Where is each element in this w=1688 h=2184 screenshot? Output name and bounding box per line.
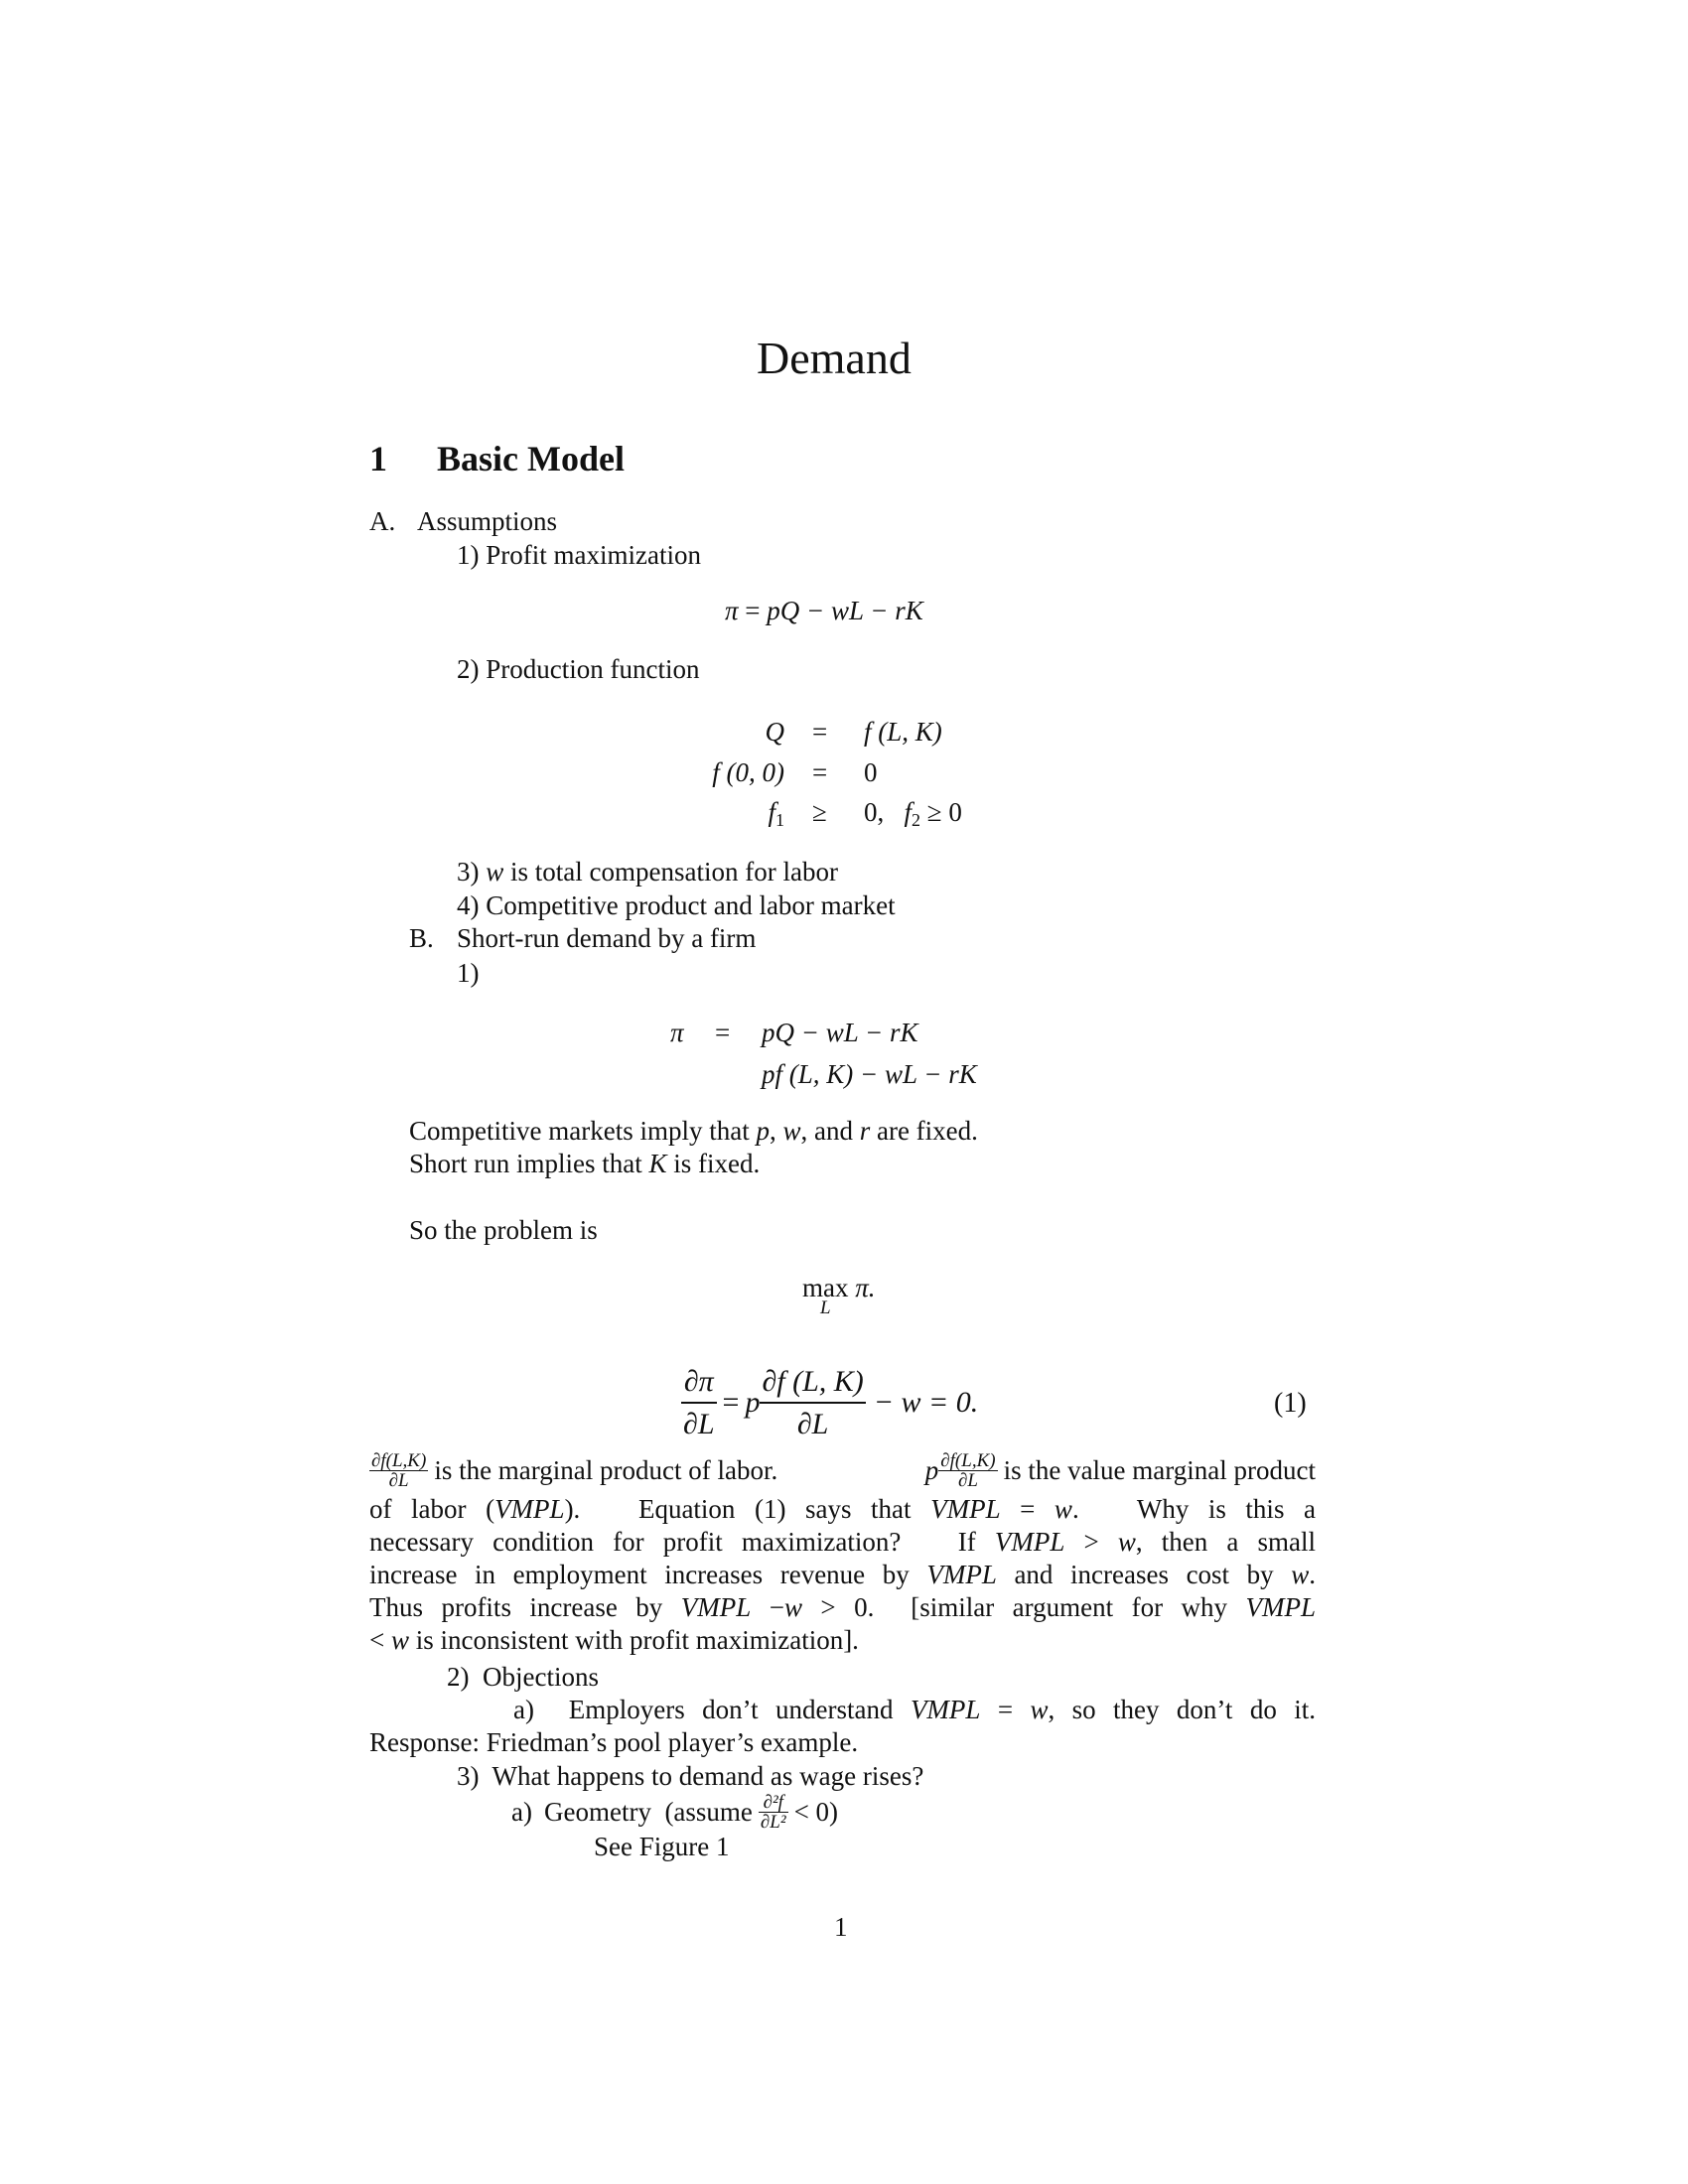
subsection-a-label: A. <box>369 506 396 536</box>
subsection-b <box>409 925 756 952</box>
equation-number: (1) <box>1274 1388 1307 1419</box>
document-title: Demand <box>757 333 912 383</box>
paragraph-line-6: < w is inconsistent with profit maximization]. <box>369 1625 859 1655</box>
item-text: Production function <box>486 654 700 684</box>
paragraph-line-4: increase in employment increases revenue by VMPL and increases cost by w. <box>369 1560 1317 1589</box>
paragraph-line-3: necessary condition for profit maximization? If VMPL > w, then a small <box>369 1527 1316 1557</box>
second-derivative-fraction <box>759 1793 788 1832</box>
subsection-b-label: B. <box>409 923 434 953</box>
eq-row <box>695 711 1112 751</box>
max-expression <box>802 1275 876 1301</box>
objections-heading <box>447 1664 599 1691</box>
foc-equation <box>681 1358 978 1447</box>
section-heading <box>369 441 625 477</box>
item-text: Geometry (assume <box>543 1797 753 1827</box>
paragraph-line-5: Thus profits increase by VMPL −w > 0. [similar argument for why VMPL <box>369 1592 1316 1622</box>
eq-rhs: pQ − wL − rK <box>762 1018 918 1047</box>
eq-rhs: 0 <box>864 757 878 787</box>
eq-rel: = <box>715 1018 731 1047</box>
item-label: 3) <box>457 1761 480 1791</box>
section-number: 1 <box>369 439 387 478</box>
mpl-fraction <box>369 1451 428 1490</box>
item-label: 4) <box>457 890 480 920</box>
paragraph-line-2: of labor (VMPL). Equation (1) says that VMPL = w. Why is this a <box>369 1494 1316 1524</box>
fraction-denominator: ∂L <box>957 1470 978 1491</box>
max-subscript: L <box>820 1297 831 1318</box>
page-number: 1 <box>834 1912 848 1942</box>
eq-lhs: Q <box>765 717 784 747</box>
fraction-denominator: ∂L <box>796 1407 829 1440</box>
item-label: a) <box>511 1797 532 1827</box>
objection-a: a) Employers don’t understand VMPL = w, so they don’t do it. <box>513 1695 1316 1724</box>
text: is the value marginal product <box>1003 1455 1316 1485</box>
profit-equation <box>725 598 923 624</box>
item-tail: < 0) <box>793 1797 839 1827</box>
item-label: 2) <box>457 654 480 684</box>
section-title: Basic Model <box>437 439 625 478</box>
eq-rel: ≥ <box>812 797 827 827</box>
b-item-1-label: 1) <box>457 958 480 988</box>
eq-row <box>695 791 1112 831</box>
item-text: is total compensation for labor <box>503 857 838 887</box>
competitive-markets-text: Competitive markets imply that p, w, and r are fixed. <box>409 1116 978 1146</box>
item-text: Objections <box>483 1662 599 1692</box>
eq-rel: = <box>812 717 828 747</box>
fraction-dpi-dl <box>681 1365 717 1441</box>
assumption-4 <box>457 892 896 919</box>
fraction-numerator: ∂π <box>681 1365 717 1404</box>
short-run-text: Short run implies that K is fixed. <box>409 1149 761 1178</box>
max-operator: max <box>802 1273 849 1302</box>
subsection-a <box>369 508 557 535</box>
item-var: w <box>486 857 504 887</box>
item-label: 3) <box>457 857 480 887</box>
eq-lhs: π <box>670 1018 684 1047</box>
assumption-2 <box>457 656 699 683</box>
objection-response: Response: Friedman’s pool player’s example. <box>369 1727 859 1757</box>
item-text: Competitive product and labor market <box>486 890 896 920</box>
fraction-denominator: ∂L² <box>760 1812 786 1833</box>
eq-rhs: f (L, K) <box>864 717 942 747</box>
equals: = <box>722 1386 740 1419</box>
fraction-numerator: ∂²f <box>759 1793 788 1813</box>
item-text: Profit maximization <box>486 540 701 570</box>
item-text: What happens to demand as wage rises? <box>492 1761 924 1791</box>
eq-row <box>695 751 1112 791</box>
fraction-numerator: ∂f(L,K) <box>371 1450 427 1471</box>
eq-lhs: $f_1$ <box>768 797 784 830</box>
vmpl-fraction <box>938 1451 997 1490</box>
fraction-denominator: ∂L <box>388 1470 409 1491</box>
eq-lhs: π <box>725 596 739 625</box>
max-variable: π. <box>855 1273 876 1302</box>
eq-lhs: f (0, 0) <box>712 757 784 787</box>
item-label: 1) <box>457 540 480 570</box>
fraction-numerator: ∂f (L, K) <box>760 1365 865 1404</box>
eq-rel: = <box>812 757 828 787</box>
price-var: p <box>745 1386 761 1419</box>
item-label: 2) <box>447 1662 470 1692</box>
text: is the marginal product of labor. <box>434 1455 778 1485</box>
eq-rel: = <box>745 596 761 625</box>
fraction-denominator: ∂L <box>683 1407 715 1440</box>
equation-tail: − w = 0. <box>873 1386 979 1419</box>
subsection-a-title: Assumptions <box>417 506 558 536</box>
geometry-item <box>511 1793 838 1832</box>
paragraph-line-1: $\frac{\partial f(L,K)}{\partial L}$ is the marginal product of labor. p $\frac{\partial f(L,K)}{\partial L}$ is the value marginal product <box>371 1450 1316 1491</box>
see-figure: See Figure 1 <box>594 1832 730 1861</box>
eq-rhs: pf (L, K) − wL − rK <box>762 1059 977 1089</box>
assumption-1 <box>457 542 701 569</box>
problem-intro: So the problem is <box>409 1215 598 1245</box>
assumption-3 <box>457 859 838 886</box>
eq-rhs: 0, $f_2 \ge 0$ <box>864 797 962 830</box>
wage-question <box>457 1763 923 1790</box>
fraction-numerator: ∂f(L,K) <box>940 1450 996 1471</box>
fraction-df-dl <box>760 1365 865 1441</box>
subsection-b-title: Short-run demand by a firm <box>457 923 757 953</box>
eq-rhs: pQ − wL − rK <box>767 596 923 625</box>
